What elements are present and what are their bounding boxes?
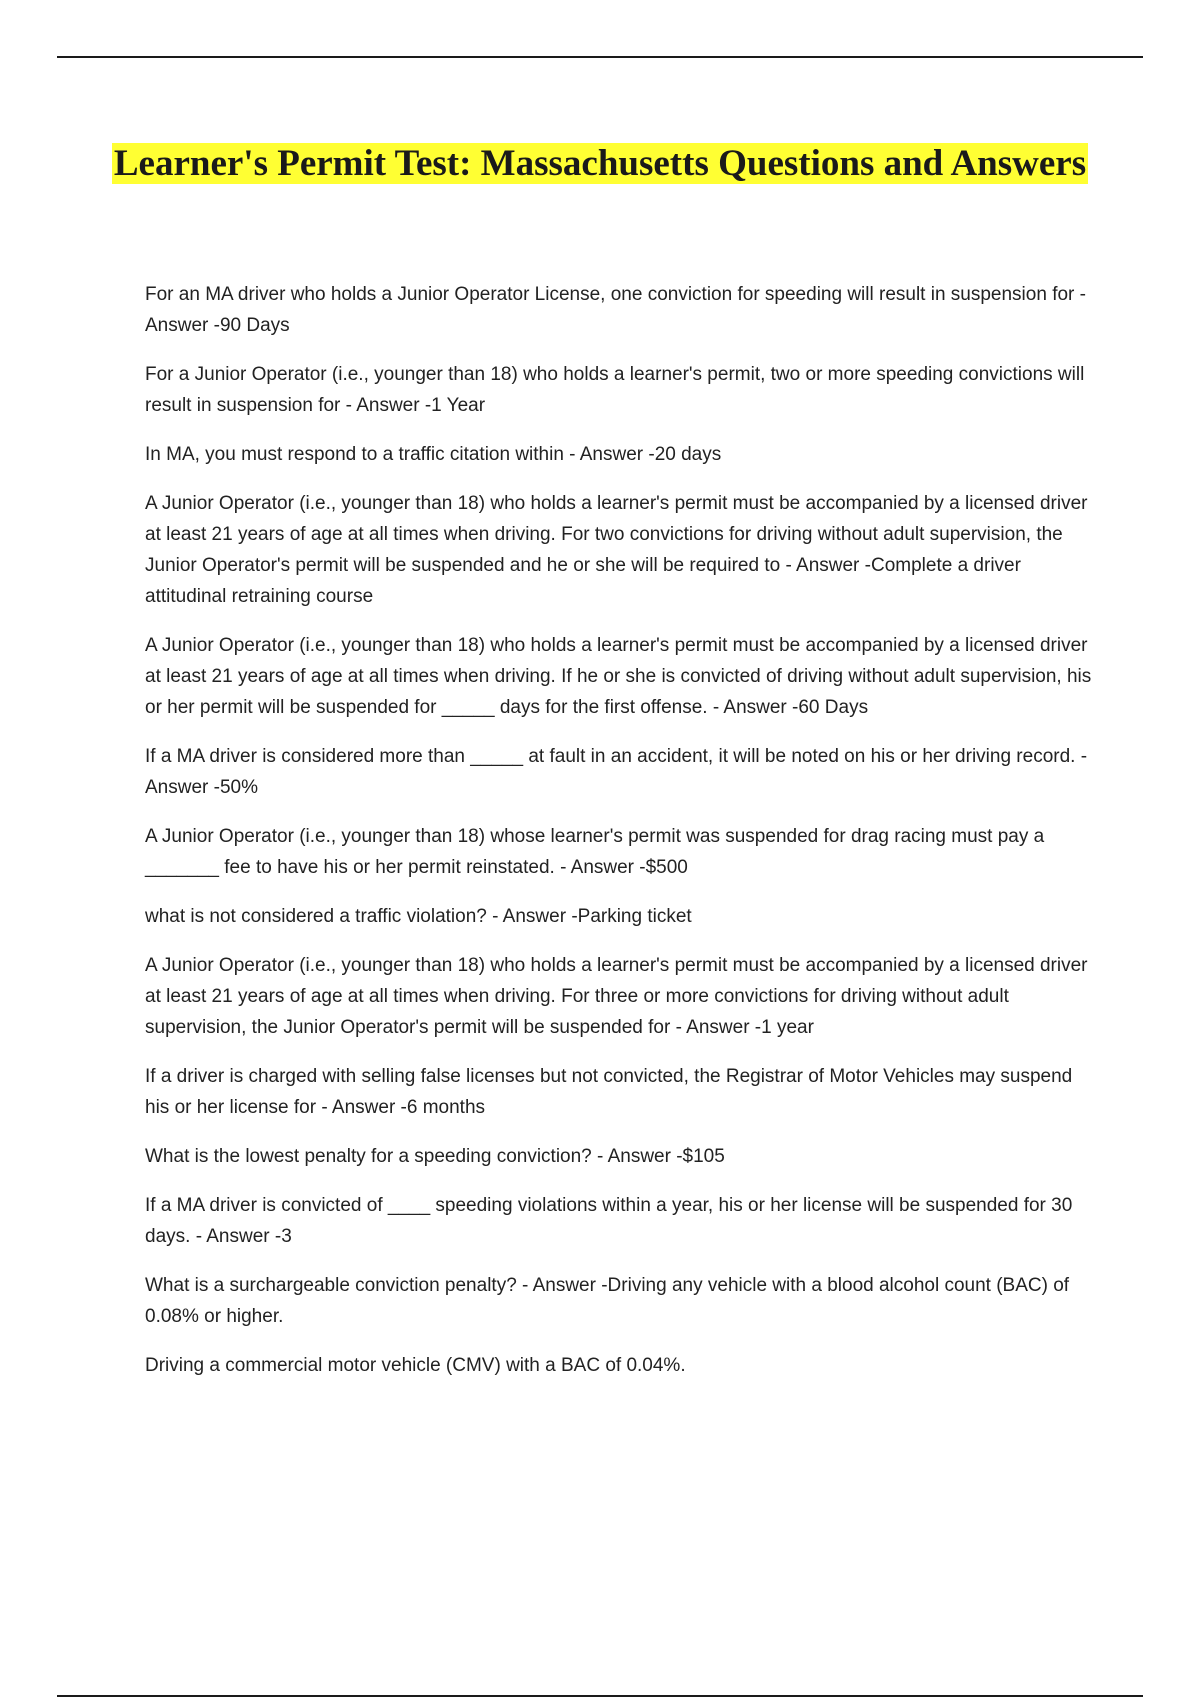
header-rule <box>57 56 1143 58</box>
qa-item: What is a surchargeable conviction penalty? - Answer -Driving any vehicle with a blood alcohol count (BAC) of 0.08% or higher. <box>145 1275 1070 1327</box>
qa-list <box>145 279 1095 1399</box>
qa-item: A Junior Operator (i.e., younger than 18) who holds a learner's permit must be accompanied by a licensed driver at least 21 years of age at all times when driving. For two convictions for driving without adult supervision, the Junior Operator's permit will be suspended and he or she will be required to - Answer -Complete a driver attitudinal retraining course <box>145 493 1088 607</box>
qa-item: For a Junior Operator (i.e., younger than 18) who holds a learner's permit, two or more speeding convictions will result in suspension for - Answer -1 Year <box>145 364 1085 416</box>
qa-item: In MA, you must respond to a traffic citation within - Answer -20 days <box>145 444 722 465</box>
qa-item: If a driver is charged with selling false licenses but not convicted, the Registrar of Motor Vehicles may suspend his or her license for - Answer -6 months <box>145 1066 1073 1118</box>
document-title: Learner's Permit Test: Massachusetts Questions and Answers <box>113 143 1087 184</box>
qa-item: what is not considered a traffic violation? - Answer -Parking ticket <box>145 906 692 927</box>
qa-item: A Junior Operator (i.e., younger than 18) who holds a learner's permit must be accompanied by a licensed driver at least 21 years of age at all times when driving. For three or more convictions for driving without adult supervision, the Junior Operator's permit will be suspended for - Answer -1 year <box>145 955 1088 1038</box>
qa-item: If a MA driver is considered more than _____ at fault in an accident, it will be noted on his or her driving record. - Answer -50% <box>145 746 1088 798</box>
qa-item: What is the lowest penalty for a speeding conviction? - Answer -$105 <box>145 1146 725 1167</box>
footer-rule <box>57 1695 1143 1697</box>
qa-item: A Junior Operator (i.e., younger than 18) whose learner's permit was suspended for drag racing must pay a _______ fee to have his or her permit reinstated. - Answer -$500 <box>145 826 1045 878</box>
qa-item: Driving a commercial motor vehicle (CMV) with a BAC of 0.04%. <box>145 1355 686 1376</box>
qa-item: If a MA driver is convicted of ____ speeding violations within a year, his or her license will be suspended for 30 days. - Answer -3 <box>145 1195 1073 1247</box>
qa-item: For an MA driver who holds a Junior Operator License, one conviction for speeding will result in suspension for - Answer -90 Days <box>145 284 1086 336</box>
qa-item: A Junior Operator (i.e., younger than 18) who holds a learner's permit must be accompanied by a licensed driver at least 21 years of age at all times when driving. If he or she is convicted of driving without adult supervision, his or her permit will be suspended for _____ days for the first offense. - Answer -60 Days <box>145 635 1092 718</box>
title-block <box>100 142 1100 185</box>
